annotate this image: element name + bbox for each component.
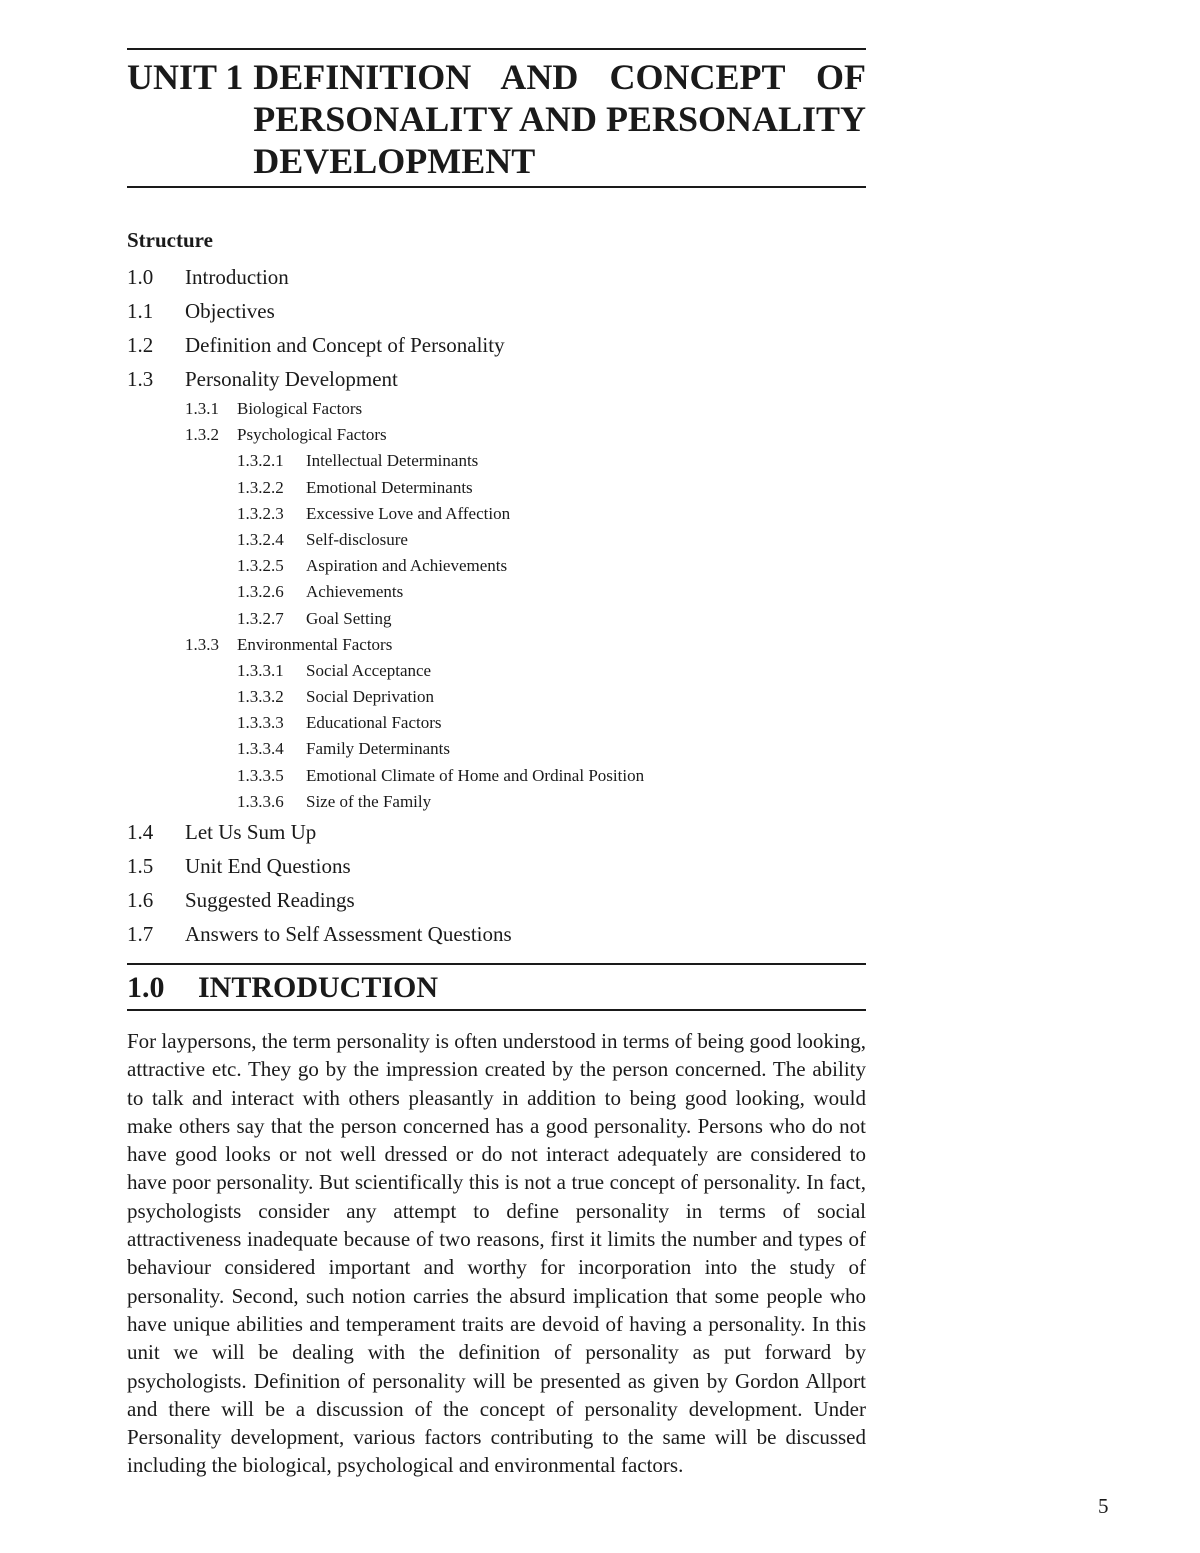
structure-item-title: Excessive Love and Affection bbox=[306, 503, 511, 523]
section-heading bbox=[127, 965, 866, 1009]
unit-title-line: DEVELOPMENT bbox=[253, 141, 536, 181]
structure-item-number: 1.3.2.1 bbox=[237, 451, 284, 471]
structure-item bbox=[127, 684, 866, 710]
structure-item bbox=[127, 553, 866, 579]
structure-item-title: Psychological Factors bbox=[237, 425, 387, 445]
structure-item bbox=[127, 260, 866, 294]
structure-item-number: 1.3.3.2 bbox=[237, 687, 284, 707]
structure-item-title: Answers to Self Assessment Questions bbox=[185, 922, 512, 946]
structure-item bbox=[127, 883, 866, 917]
introduction-paragraph: For laypersons, the term personality is often understood in terms of being good looking, attractive etc. They go by the impression created by the person concerned. The ability to talk and interact with others pleasantly in addition to being good looking, would make others say that the person concerned has a good personality. Persons who do not have good looks or not well dressed or do not interact adequately are considered to have poor personality. But scientifically this is not a true concept of personality. In fact, psychologists consider any attempt to define personality in terms of social attractiveness inadequate because of two reasons, first it limits the number and types of behaviour considered important and worthy for incorporation into the study of personality. Second, such notion carries the absurd implication that some people who have unique abilities and temperament traits are devoid of having a personality. In this unit we will be dealing with the definition of personality as put forward by psychologists. Definition of personality will be presented as given by Gordon Allport and there will be a discussion of the concept of personality development. Under Personality development, various factors contributing to the same will be discussed including the biological, psychological and environmental factors. bbox=[127, 1029, 866, 1478]
structure-item bbox=[127, 917, 866, 951]
structure-item-title: Personality Development bbox=[185, 367, 398, 391]
structure-item bbox=[127, 422, 866, 448]
structure-item bbox=[127, 606, 866, 632]
structure-item bbox=[127, 448, 866, 474]
structure-item-title: Let Us Sum Up bbox=[185, 820, 317, 844]
unit-title-line: PERSONALITY AND PERSONALITY bbox=[253, 99, 866, 139]
structure-item-number: 1.4 bbox=[127, 820, 154, 844]
structure-item bbox=[127, 579, 866, 605]
structure-item bbox=[127, 815, 866, 849]
structure-item bbox=[127, 849, 866, 883]
structure-item-title: Emotional Climate of Home and Ordinal Position bbox=[306, 765, 645, 785]
section-number: 1.0 bbox=[127, 971, 165, 1004]
unit-header bbox=[127, 50, 866, 186]
structure-item-title: Biological Factors bbox=[237, 399, 363, 418]
structure-item-number: 1.3.2.2 bbox=[237, 477, 284, 497]
page-number: 5 bbox=[1098, 1494, 1109, 1518]
structure-item-title: Goal Setting bbox=[306, 608, 392, 628]
unit-label: UNIT 1 bbox=[127, 57, 244, 97]
structure-item-number: 1.3.3.5 bbox=[237, 765, 284, 785]
structure-item-number: 1.1 bbox=[127, 299, 154, 323]
title-bottom-rule bbox=[127, 186, 866, 188]
structure-heading: Structure bbox=[127, 228, 213, 252]
structure-list bbox=[127, 260, 866, 951]
structure-item-number: 1.3.2.5 bbox=[237, 556, 284, 576]
structure-item bbox=[127, 527, 866, 553]
structure-item-number: 1.3.2.6 bbox=[237, 582, 284, 602]
structure-item bbox=[127, 763, 866, 789]
structure-item-number: 1.3.3.1 bbox=[237, 660, 284, 680]
structure-item-title: Introduction bbox=[185, 265, 289, 289]
structure-item-title: Family Determinants bbox=[306, 739, 451, 759]
structure-item bbox=[127, 632, 866, 658]
structure-item-title: Educational Factors bbox=[306, 713, 442, 733]
structure-item bbox=[127, 294, 866, 328]
structure-item bbox=[127, 362, 866, 396]
structure-item-title: Social Deprivation bbox=[306, 687, 434, 707]
structure-item-number: 1.6 bbox=[127, 888, 154, 912]
structure-item-number: 1.3.2.3 bbox=[237, 503, 284, 523]
structure-item-title: Aspiration and Achievements bbox=[306, 556, 508, 576]
structure-item-number: 1.3.3 bbox=[185, 634, 219, 654]
structure-item bbox=[127, 658, 866, 684]
structure-item-title: Environmental Factors bbox=[237, 634, 393, 654]
structure-item-number: 1.3.3.4 bbox=[237, 739, 284, 759]
structure-item-number: 1.2 bbox=[127, 333, 154, 357]
structure-item-number: 1.3.3.6 bbox=[237, 791, 284, 811]
structure-item-number: 1.3.2.7 bbox=[237, 608, 284, 628]
structure-item-number: 1.5 bbox=[127, 854, 154, 878]
structure-item-title: Self-disclosure bbox=[306, 529, 408, 549]
structure-item-title: Size of the Family bbox=[306, 791, 432, 811]
unit-title-line: DEFINITION AND CONCEPT OF bbox=[253, 57, 866, 97]
structure-item bbox=[127, 396, 866, 422]
section-title: INTRODUCTION bbox=[198, 971, 439, 1004]
structure-item-title: Emotional Determinants bbox=[306, 477, 473, 497]
section-bottom-rule bbox=[127, 1009, 866, 1011]
structure-item-title: Objectives bbox=[185, 299, 275, 323]
structure-item bbox=[127, 475, 866, 501]
structure-item-title: Social Acceptance bbox=[306, 660, 432, 680]
page-content bbox=[127, 48, 866, 1501]
structure-item-number: 1.0 bbox=[127, 265, 154, 289]
structure-item-number: 1.7 bbox=[127, 922, 154, 946]
structure-item-title: Suggested Readings bbox=[185, 888, 355, 912]
structure-item-number: 1.3 bbox=[127, 367, 154, 391]
structure-item bbox=[127, 736, 866, 762]
structure-item bbox=[127, 501, 866, 527]
structure-item bbox=[127, 328, 866, 362]
structure-item bbox=[127, 789, 866, 815]
unit-title bbox=[253, 56, 866, 182]
introduction-section bbox=[127, 963, 866, 1480]
structure-item-number: 1.3.3.3 bbox=[237, 713, 284, 733]
structure-item-title: Intellectual Determinants bbox=[306, 451, 479, 471]
structure-item-number: 1.3.2 bbox=[185, 425, 219, 445]
structure-item bbox=[127, 710, 866, 736]
structure-item-number: 1.3.2.4 bbox=[237, 529, 284, 549]
structure-item-number: 1.3.1 bbox=[185, 399, 219, 418]
structure-item-title: Definition and Concept of Personality bbox=[185, 333, 505, 357]
structure-item-title: Achievements bbox=[306, 582, 404, 602]
structure-item-title: Unit End Questions bbox=[185, 854, 351, 878]
